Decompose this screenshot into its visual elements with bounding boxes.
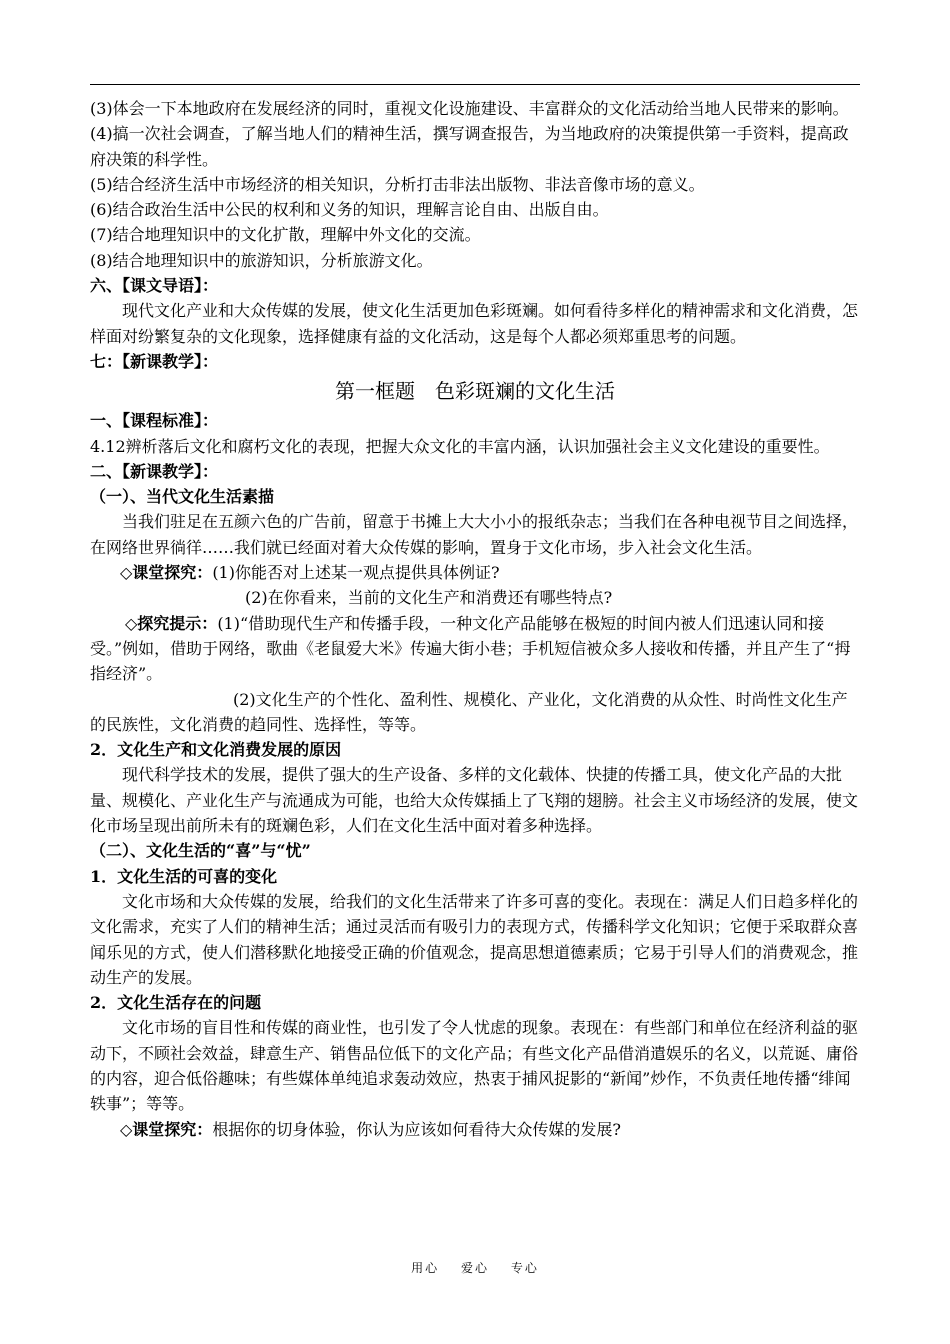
part2-heading: （二）、文化生活的“喜”与“忧” xyxy=(90,841,311,861)
lesson-title: 第一框题 色彩斑斓的文化生活 xyxy=(335,379,615,404)
footer-b: 爱心 xyxy=(460,1261,489,1275)
item-4: (4)搞一次社会调查，了解当地人们的精神生活，撰写调查报告，为当地政府的决策提供第一手资料，提高政府决策的科学性。 xyxy=(90,124,849,169)
standard-heading: 一、【课程标准】： xyxy=(90,411,219,431)
part1-intro: 当我们驻足在五颜六色的广告前，留意于书摊上大大小小的报纸杂志；当我们在各种电视节目之间选择，在网络世界徜徉……我们就已经面对着大众传媒的影响，置身于文化市场，步入社会文化生活。 xyxy=(90,512,859,557)
item-6: (6)结合政治生活中公民的权利和义务的知识，理解言论自由、出版自由。 xyxy=(90,200,609,220)
sub2-text: 文化市场的盲目性和传媒的商业性，也引发了令人忧虑的现象。表现在：有些部门和单位在经济利益的驱动下，不顾社会效益，肆意生产、销售品位低下的文化产品；有些文化产品借消遣娱乐的名义，以荒诞、庸俗的内容，迎合低俗趣味；有些媒体单纯追求轰动效应，热衷于捕风捉影的“新闻”炒作，不负责任地传播“绯闻轶事”；等等。 xyxy=(90,1018,859,1114)
hint-1-text: (1)“借助现代生产和传播手段，一种文化产品能够在极短的时间内被人们迅速认同和接受。”例如，借助于网络，歌曲《老鼠爱大米》传遍大街小巷；手机短信被众多人接收和传播，并且产生了“拇指经济”。 xyxy=(90,613,851,684)
explore-q1-text: (1)你能否对上述某一观点提供具体例证? xyxy=(212,563,500,583)
explore-q2: (2)在你看来，当前的文化生产和消费还有哪些特点? xyxy=(245,588,613,608)
item-7: (7)结合地理知识中的文化扩散，理解中外文化的交流。 xyxy=(90,225,481,245)
item-3: (3)体会一下本地政府在发展经济的同时，重视文化设施建设、丰富群众的文化活动给当地人民带来的影响。 xyxy=(90,99,849,118)
document-body xyxy=(90,96,860,1142)
footer-c: 专心 xyxy=(510,1261,539,1275)
hint-2 xyxy=(90,687,860,738)
item-5: (5)结合经济生活中市场经济的相关知识，分析打击非法出版物、非法音像市场的意义。 xyxy=(90,174,705,194)
explore-final xyxy=(90,1117,860,1142)
explore-q1 xyxy=(90,560,860,585)
hint-2-text: (2)文化生产的个性化、盈利性、规模化、产业化，文化消费的从众性、时尚性文化生产的民族性，文化消费的趋同性、选择性，等等。 xyxy=(90,689,848,734)
part1-heading: （一）、当代文化生活素描 xyxy=(90,487,275,507)
section-7-heading: 七：【新课教学】： xyxy=(90,351,219,371)
explore-final-text: 根据你的切身体验，你认为应该如何看待大众传媒的发展? xyxy=(212,1119,621,1139)
reason-text: 现代科学技术的发展，提供了强大的生产设备、多样的文化载体、快捷的传播工具，使文化产品的大批量、规模化、产业化生产与流通成为可能，也给大众传媒插上了飞翔的翅膀。社会主义市场经济的发展，使文化市场呈现出前所未有的斑斓色彩，人们在文化生活中面对着多种选择。 xyxy=(90,765,859,836)
hint-label: ◇探究提示： xyxy=(125,613,218,633)
sub1-heading: 1．文化生活的可喜的变化 xyxy=(90,866,278,886)
explore-final-label: ◇课堂探究： xyxy=(120,1119,213,1139)
standard-text: 4.12辨析落后文化和腐朽文化的表现，把握大众文化的丰富内涵，认识加强社会主义文化建设的重要性。 xyxy=(90,436,830,456)
footer-a: 用心 xyxy=(411,1261,440,1275)
hint-1 xyxy=(90,611,860,687)
page-footer xyxy=(0,1259,950,1276)
sub1-text: 文化市场和大众传媒的发展，给我们的文化生活带来了许多可喜的变化。表现在：满足人们日趋多样化的文化需求，充实了人们的精神生活；通过灵活而有吸引力的表现方式，传播科学文化知识；它便于采取群众喜闻乐见的方式，使人们潜移默化地接受正确的价值观念，提高思想道德素质；它易于引导人们的消费观念，推动生产的发展。 xyxy=(90,891,859,987)
explore-label: ◇课堂探究： xyxy=(120,563,213,583)
section-6-heading: 六、【课文导语】： xyxy=(90,276,219,296)
reason-heading: 2．文化生产和文化消费发展的原因 xyxy=(90,740,342,760)
section-6-text: 现代文化产业和大众传媒的发展，使文化生活更加色彩斑斓。如何看待多样化的精神需求和文化消费，怎样面对纷繁复杂的文化现象，选择健康有益的文化活动，这是每个人都必须郑重思考的问题。 xyxy=(90,301,859,346)
sub2-heading: 2．文化生活存在的问题 xyxy=(90,993,262,1013)
item-8: (8)结合地理知识中的旅游知识，分析旅游文化。 xyxy=(90,250,433,270)
teach-heading: 二、【新课教学】： xyxy=(90,461,219,481)
header-rule xyxy=(90,84,860,85)
